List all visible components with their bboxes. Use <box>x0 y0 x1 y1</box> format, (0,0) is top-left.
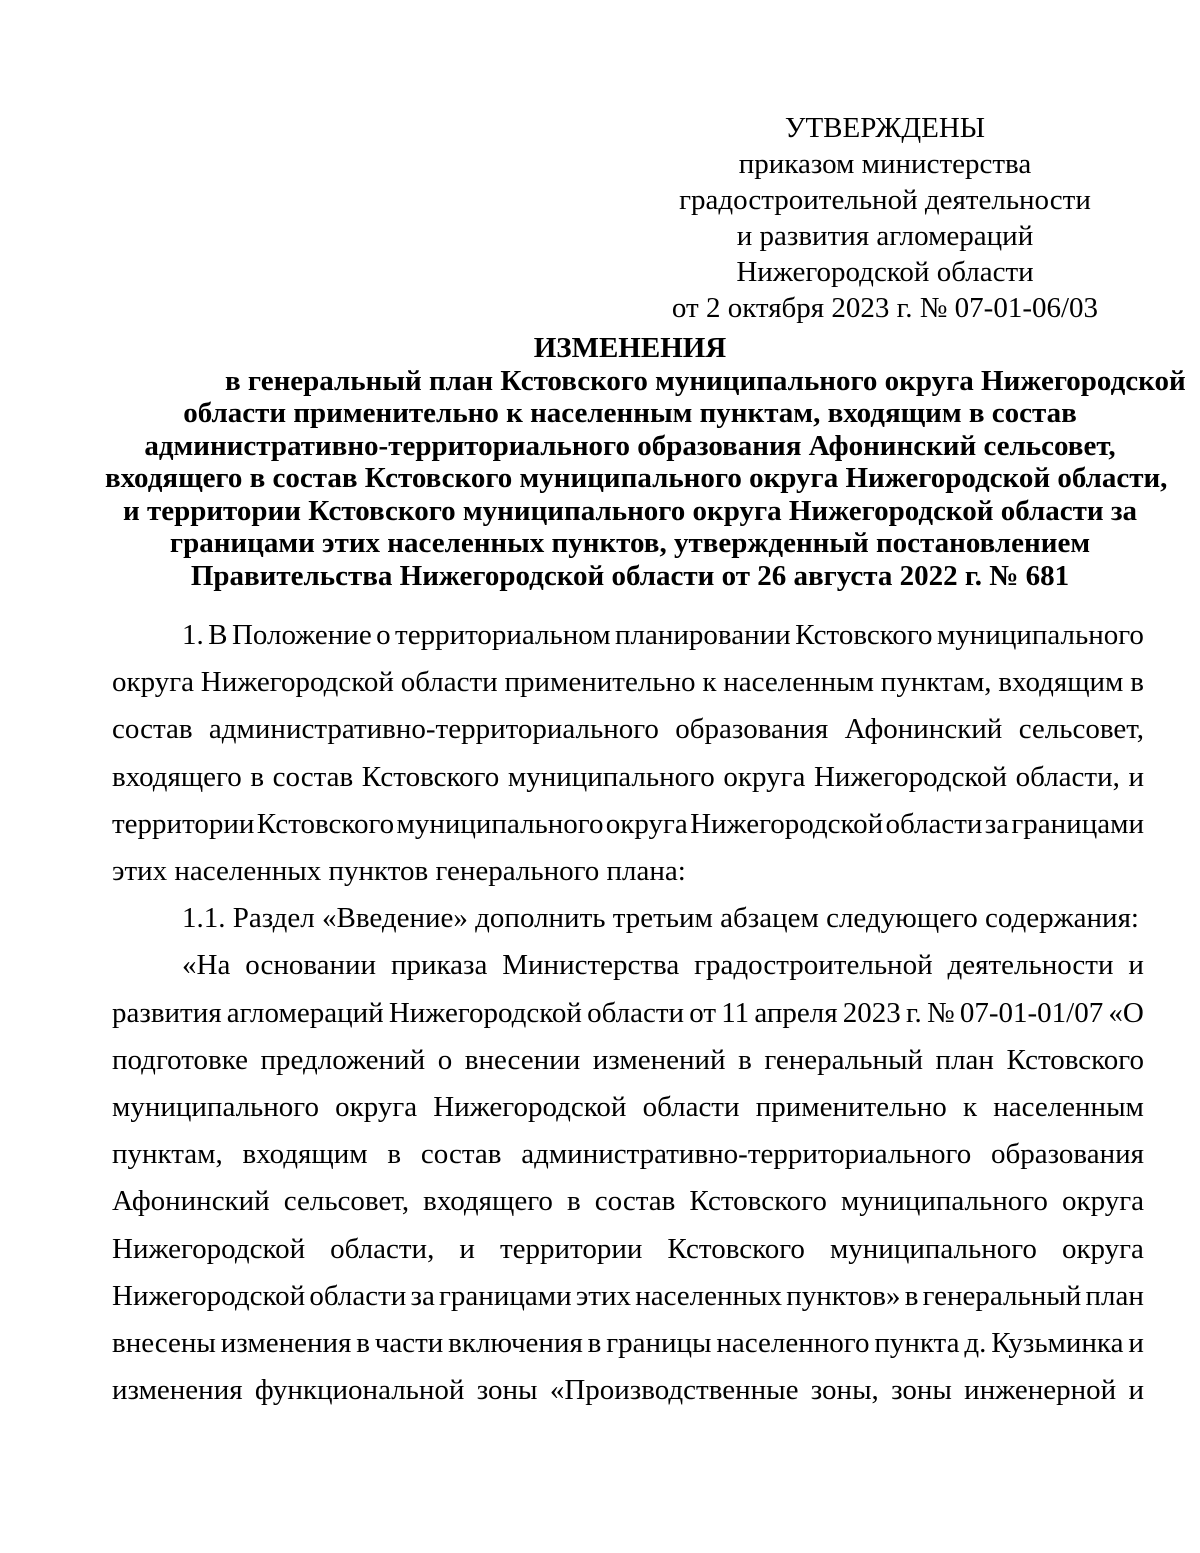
word: от <box>689 996 717 1029</box>
word: о <box>437 1043 453 1076</box>
word: Кстовского <box>361 760 500 793</box>
word: в <box>1130 666 1144 699</box>
word: входящим <box>242 1138 368 1171</box>
word: населенным <box>723 666 874 699</box>
word: округа <box>1061 1185 1144 1218</box>
word: сельсовет, <box>1018 713 1144 746</box>
word: территории <box>112 807 255 840</box>
word: территории <box>499 1232 643 1265</box>
title-heading: ИЗМЕНЕНИЯ <box>533 332 727 364</box>
word: сельсовет, <box>283 1185 410 1218</box>
document-title <box>105 332 1186 592</box>
word: Министерства <box>502 949 680 982</box>
word: области, <box>330 1232 435 1265</box>
word: «О <box>1108 996 1144 1029</box>
word: части <box>374 1327 444 1360</box>
word: 2023 <box>842 996 901 1029</box>
word: применительно <box>755 1091 947 1124</box>
word: границами <box>1011 807 1144 840</box>
word: д. <box>964 1327 987 1360</box>
word: образования <box>675 713 829 746</box>
word: Кстовского <box>689 1185 827 1218</box>
body-line: 1.1. Раздел «Введение» дополнить третьим абзацем следующего содержания: <box>182 902 1139 935</box>
word: муниципального <box>396 807 604 840</box>
word: Афонинский <box>112 1185 270 1218</box>
word: «На <box>182 949 231 982</box>
word: к <box>702 666 717 699</box>
body-line <box>112 1131 1144 1178</box>
word: входящим <box>998 666 1124 699</box>
word: в <box>587 1327 602 1360</box>
approval-line: градостроительной деятельности <box>679 184 1091 216</box>
word: внесении <box>464 1043 581 1076</box>
word: за <box>410 1279 435 1312</box>
word: входящего <box>423 1185 553 1218</box>
word: зоны, <box>810 1374 879 1407</box>
title-line: входящего в состав Кстовского муниципального округа Нижегородской области, <box>105 462 1168 494</box>
approval-line: и развития агломераций <box>736 220 1034 252</box>
word: Нижегородской <box>200 666 394 699</box>
word: г. <box>905 996 922 1029</box>
word: и <box>1128 1374 1144 1407</box>
body-line <box>112 990 1144 1037</box>
body-line <box>112 706 1144 753</box>
word: за <box>984 807 1010 840</box>
word: населенным <box>993 1091 1144 1124</box>
word: и <box>1128 949 1144 982</box>
word: Нижегородской <box>112 1279 306 1312</box>
word: подготовке <box>112 1043 248 1076</box>
word: о <box>376 619 391 651</box>
word: инженерной <box>964 1374 1117 1407</box>
word: «Производственные <box>549 1374 799 1407</box>
word: Положение <box>231 619 372 651</box>
word: зоны <box>476 1374 538 1407</box>
word: муниципального <box>112 1091 319 1124</box>
word: образования <box>991 1138 1144 1171</box>
title-line: Правительства Нижегородской области от 26 августа 2022 г. № 681 <box>190 559 1070 592</box>
word: в <box>738 1043 752 1076</box>
word: пунктам, <box>112 1138 223 1171</box>
word: Кстовского <box>256 807 395 840</box>
word: развития <box>112 996 222 1029</box>
word: приказа <box>390 949 488 982</box>
word: № <box>927 996 955 1029</box>
word: административно-территориального <box>521 1138 972 1171</box>
word: в <box>250 760 265 793</box>
body-line <box>112 754 1144 801</box>
word: границами <box>439 1279 572 1312</box>
word: Кстовского <box>1006 1043 1144 1076</box>
body-line <box>112 1367 1144 1414</box>
word: муниципального <box>840 1185 1048 1218</box>
word: и <box>459 1232 475 1265</box>
word: план <box>1085 1279 1144 1312</box>
word: населенного <box>716 1327 870 1360</box>
word: в <box>566 1185 581 1218</box>
approval-line: Нижегородской области <box>736 256 1034 288</box>
word: области <box>587 996 685 1029</box>
title-line: административно-территориального образования Афонинский сельсовет, <box>144 429 1116 462</box>
word: Нижегородской <box>112 1232 306 1265</box>
approval-block <box>640 110 1130 326</box>
body-line: этих населенных пунктов генерального плана: <box>112 855 686 888</box>
approval-line: приказом министерства <box>738 148 1032 180</box>
word: состав <box>594 1185 676 1218</box>
word: 1. <box>182 619 204 651</box>
body-line <box>112 942 1144 989</box>
word: Нижегородской <box>690 807 884 840</box>
word: предложений <box>260 1043 426 1076</box>
word: и <box>1128 1327 1144 1360</box>
body-line <box>112 1084 1144 1131</box>
word: план <box>935 1043 994 1076</box>
word: Кстовского <box>795 619 933 651</box>
body-line <box>112 1178 1144 1225</box>
word: В <box>208 619 228 651</box>
word: округа <box>723 760 806 793</box>
word: Афонинский <box>844 713 1003 746</box>
word: изменения <box>220 1327 352 1360</box>
word: 07-01-01/07 <box>959 996 1104 1029</box>
word: апреля <box>754 996 838 1029</box>
word: функциональной <box>254 1374 465 1407</box>
word: области <box>885 807 983 840</box>
word: муниципального <box>829 1232 1037 1265</box>
body-line <box>112 1226 1144 1273</box>
word: области <box>642 1091 740 1124</box>
word: округа <box>1061 1232 1144 1265</box>
word: состав <box>112 713 193 746</box>
word: области <box>309 1279 407 1312</box>
word: в <box>387 1138 402 1171</box>
approval-date-number: от 2 октября 2023 г. № 07-01-06/03 <box>671 292 1099 324</box>
word: пунктам, <box>880 666 992 699</box>
word: муниципального <box>936 619 1144 651</box>
body-line <box>112 1273 1144 1320</box>
body-line <box>112 1037 1144 1084</box>
word: Нижегородской <box>388 996 582 1029</box>
word: внесены <box>112 1327 216 1360</box>
word: населенных <box>635 1279 783 1312</box>
word: Кстовского <box>667 1232 805 1265</box>
approval-stamp: УТВЕРЖДЕНЫ <box>784 112 986 144</box>
word: округа <box>335 1091 418 1124</box>
word: территориальном <box>395 619 611 651</box>
word: округа <box>605 807 688 840</box>
word: 11 <box>721 996 750 1029</box>
word: границы <box>606 1327 712 1360</box>
word: включения <box>448 1327 583 1360</box>
word: и <box>1128 760 1144 793</box>
word: градостроительной <box>694 949 933 982</box>
word: области, <box>1015 760 1120 793</box>
word: в <box>356 1327 370 1360</box>
body-line <box>112 1320 1144 1367</box>
word: входящего <box>112 760 242 793</box>
word: Кузьминка <box>991 1327 1124 1360</box>
word: области <box>400 666 498 699</box>
word: округа <box>112 666 194 699</box>
word: состав <box>272 760 354 793</box>
word: зоны <box>891 1374 952 1407</box>
title-line: в генеральный план Кстовского муниципального округа Нижегородской <box>225 364 1186 397</box>
word: применительно <box>504 666 696 699</box>
word: изменений <box>592 1043 726 1076</box>
word: пункта <box>874 1327 960 1360</box>
word: состав <box>420 1138 502 1171</box>
body-line <box>112 612 1144 659</box>
title-line: границами этих населенных пунктов, утвержденный постановлением <box>169 527 1091 559</box>
body-line <box>112 659 1144 706</box>
word: генеральный <box>922 1279 1082 1312</box>
word: к <box>962 1091 978 1124</box>
word: административно-территориального <box>208 713 659 746</box>
word: агломераций <box>226 996 384 1029</box>
word: изменения <box>112 1374 243 1407</box>
word: пунктов» <box>786 1279 901 1312</box>
word: основании <box>245 949 377 982</box>
word: деятельности <box>947 949 1114 982</box>
word: муниципального <box>507 760 715 793</box>
word: планировании <box>614 619 791 651</box>
word: этих <box>575 1279 631 1312</box>
word: Нижегородской <box>813 760 1008 793</box>
title-line: области применительно к населенным пунктам, входящим в состав <box>183 397 1077 429</box>
document-body <box>112 612 1144 1414</box>
title-line: и территории Кстовского муниципального округа Нижегородской области за <box>123 494 1137 527</box>
word: в <box>904 1279 919 1312</box>
body-line <box>112 801 1144 848</box>
word: генеральный <box>764 1043 923 1076</box>
word: Нижегородской <box>433 1091 627 1124</box>
